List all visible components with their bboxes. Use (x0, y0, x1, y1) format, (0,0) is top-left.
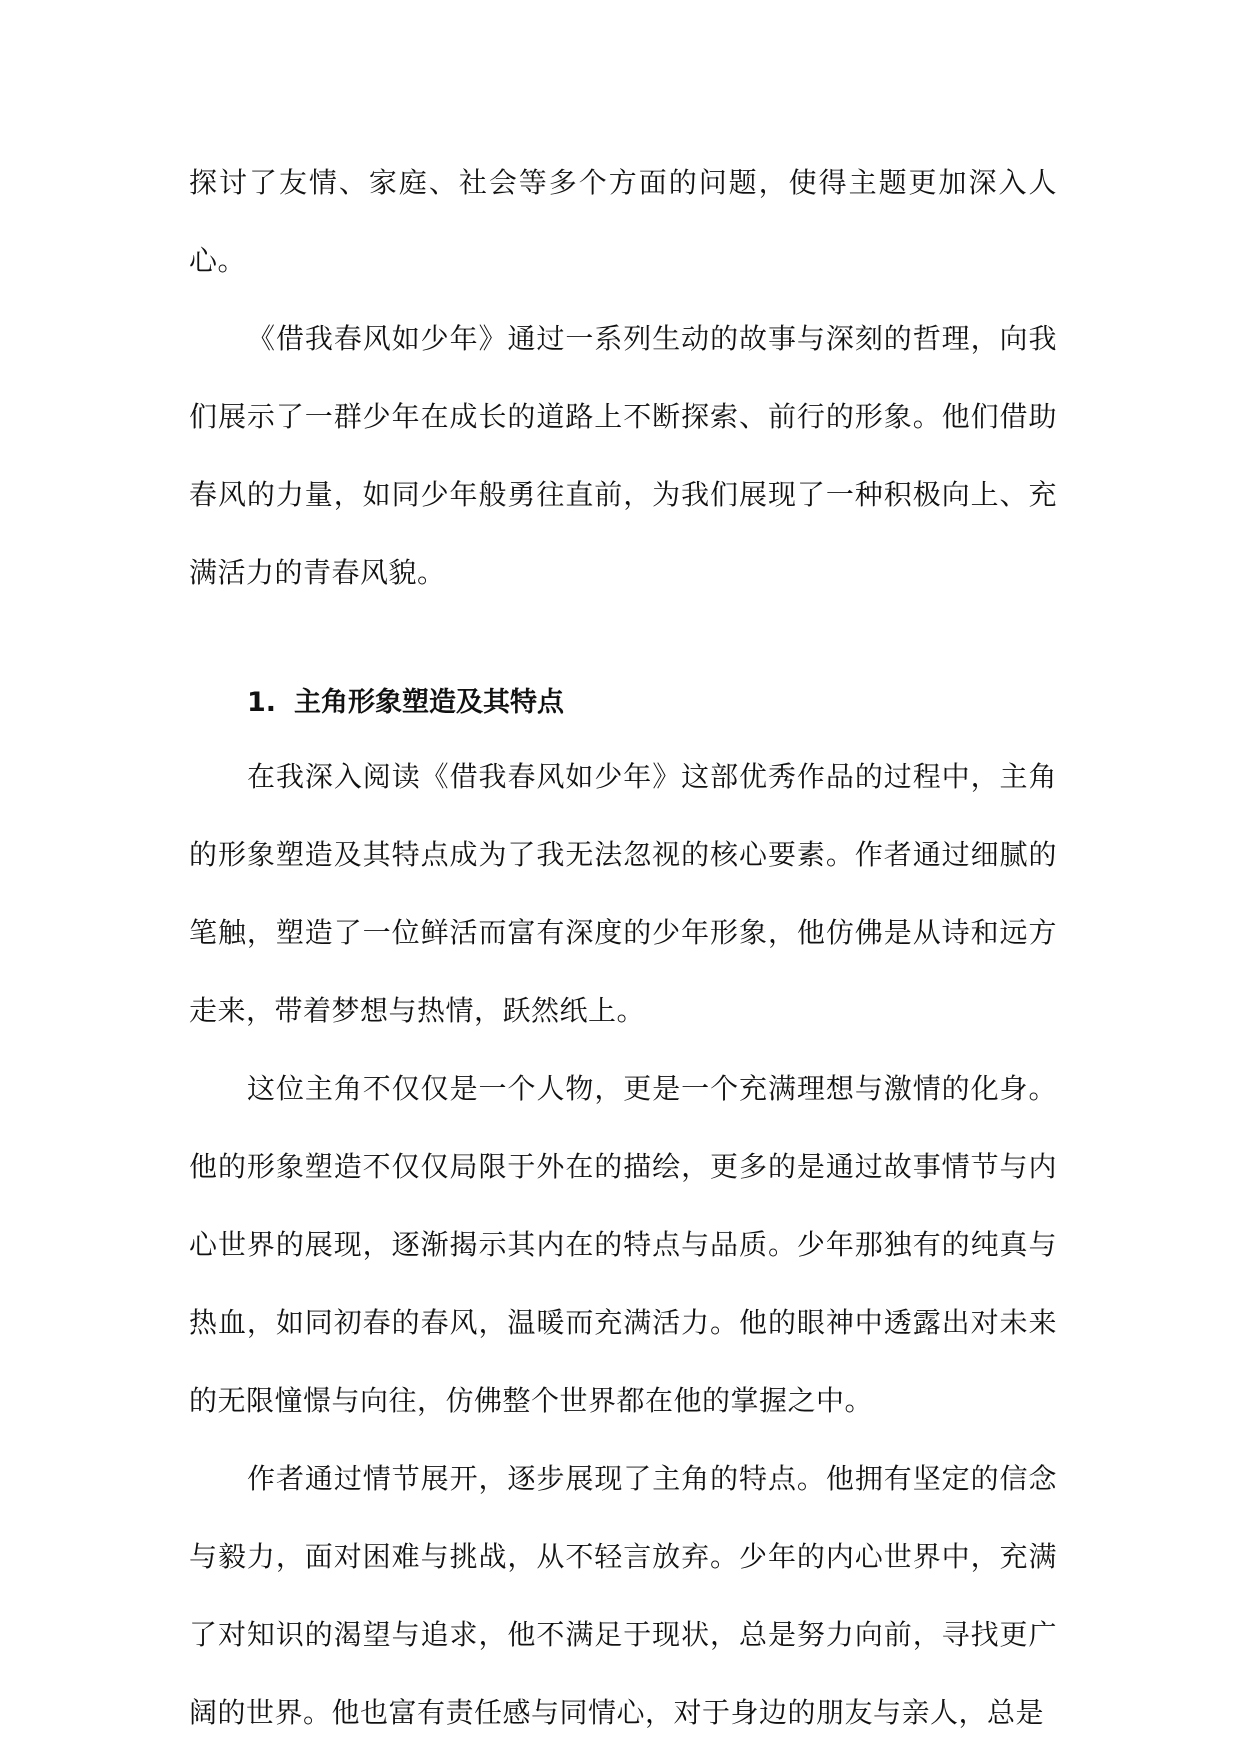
document-body (189, 144, 1057, 1752)
paragraph-character: 这位主角不仅仅是一个人物，更是一个充满理想与激情的化身。他的形象塑造不仅仅局限于外在的描绘，更多的是通过故事情节与内心世界的展现，逐渐揭示其内在的特点与品质。少年那独有的纯真与热血，如同初春的春风，温暖而充满活力。他的眼神中透露出对未来的无限憧憬与向往，仿佛整个世界都在他的掌握之中。 (189, 1072, 1057, 1417)
paragraph-summary: 《借我春风如少年》通过一系列生动的故事与深刻的哲理，向我们展示了一群少年在成长的道路上不断探索、前行的形象。他们借助春风的力量，如同少年般勇往直前，为我们展现了一种积极向上、充满活力的青春风貌。 (189, 322, 1057, 589)
paragraph-traits: 作者通过情节展开，逐步展现了主角的特点。他拥有坚定的信念与毅力，面对困难与挑战，从不轻言放弃。少年的内心世界中，充满了对知识的渴望与追求，他不满足于现状，总是努力向前，寻找更广阔的世界。他也富有责任感与同情心，对于身边的朋友与亲人，总是 (189, 1462, 1057, 1729)
section-number: 1. (247, 687, 277, 718)
section-heading (189, 668, 1057, 738)
paragraph-intro: 在我深入阅读《借我春风如少年》这部优秀作品的过程中，主角的形象塑造及其特点成为了我无法忽视的核心要素。作者通过细腻的笔触，塑造了一位鲜活而富有深度的少年形象，他仿佛是从诗和远方走来，带着梦想与热情，跃然纸上。 (189, 760, 1057, 1027)
paragraph-continuation: 探讨了友情、家庭、社会等多个方面的问题，使得主题更加深入人心。 (189, 166, 1057, 277)
section-title: 主角形象塑造及其特点 (294, 687, 565, 718)
